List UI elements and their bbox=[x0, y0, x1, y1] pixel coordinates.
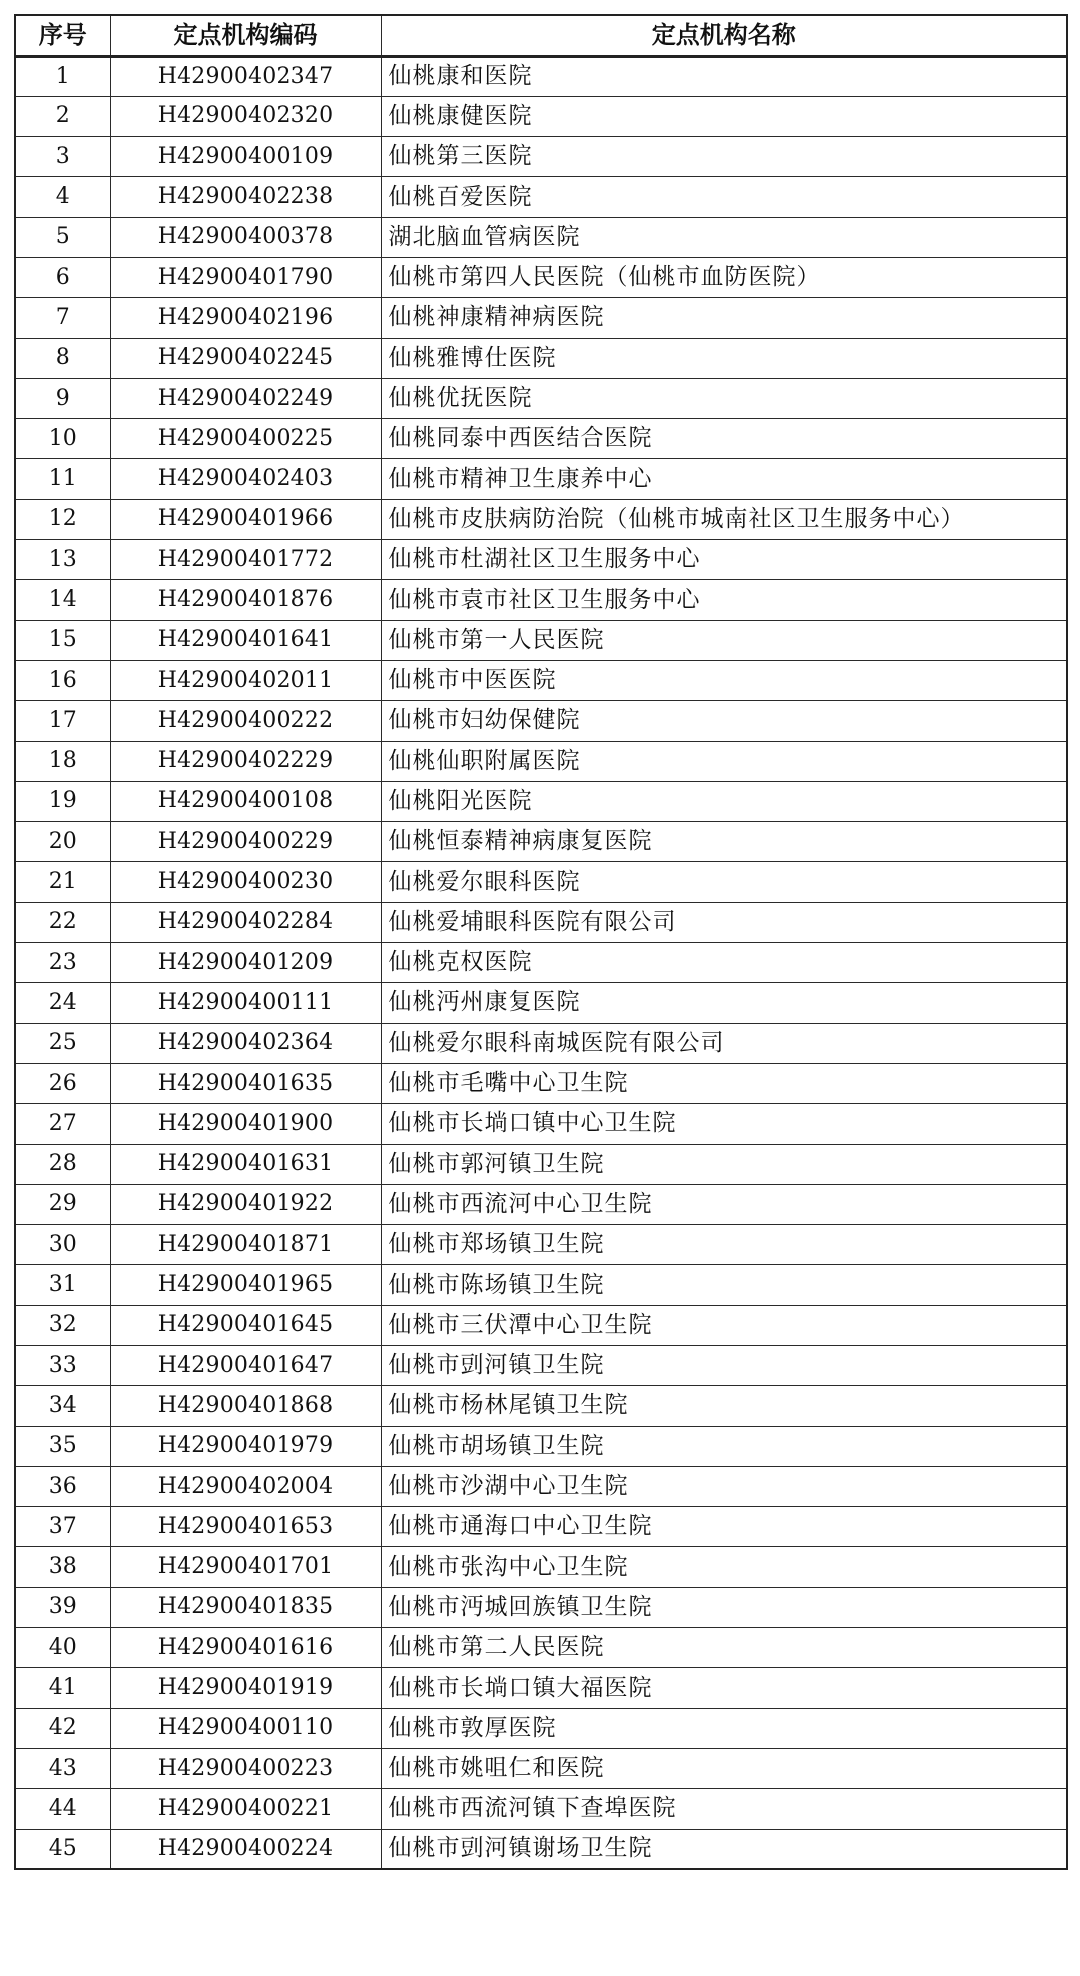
row-name-cell: 仙桃市剅河镇卫生院 bbox=[381, 1346, 1067, 1386]
row-name-cell: 仙桃爱尔眼科医院 bbox=[381, 862, 1067, 902]
row-seq-cell: 3 bbox=[15, 137, 110, 177]
row-name-cell: 仙桃市姚咀仁和医院 bbox=[381, 1748, 1067, 1788]
row-seq-cell: 39 bbox=[15, 1587, 110, 1627]
row-name-cell: 仙桃市西流河镇下查埠医院 bbox=[381, 1789, 1067, 1829]
row-name-cell: 仙桃第三医院 bbox=[381, 137, 1067, 177]
table-row bbox=[15, 1184, 1067, 1224]
row-name-cell: 仙桃市西流河中心卫生院 bbox=[381, 1184, 1067, 1224]
row-seq-cell: 35 bbox=[15, 1426, 110, 1466]
table-row bbox=[15, 1587, 1067, 1627]
row-seq-cell: 15 bbox=[15, 620, 110, 660]
row-code-cell: H42900401835 bbox=[110, 1587, 381, 1627]
row-seq-cell: 10 bbox=[15, 419, 110, 459]
row-seq-cell: 30 bbox=[15, 1225, 110, 1265]
table-row bbox=[15, 257, 1067, 297]
table-row bbox=[15, 580, 1067, 620]
row-name-cell: 仙桃仙职附属医院 bbox=[381, 741, 1067, 781]
row-seq-cell: 12 bbox=[15, 499, 110, 539]
row-code-cell: H42900401979 bbox=[110, 1426, 381, 1466]
table-row bbox=[15, 459, 1067, 499]
row-name-cell: 仙桃爱埔眼科医院有限公司 bbox=[381, 902, 1067, 942]
row-code-cell: H42900400222 bbox=[110, 701, 381, 741]
row-seq-cell: 5 bbox=[15, 217, 110, 257]
row-name-cell: 仙桃市皮肤病防治院（仙桃市城南社区卫生服务中心） bbox=[381, 499, 1067, 539]
table-row bbox=[15, 1023, 1067, 1063]
table-row bbox=[15, 1225, 1067, 1265]
row-code-cell: H42900402229 bbox=[110, 741, 381, 781]
table-row bbox=[15, 1748, 1067, 1788]
table-row bbox=[15, 902, 1067, 942]
table-row bbox=[15, 983, 1067, 1023]
row-name-cell: 仙桃市第四人民医院（仙桃市血防医院） bbox=[381, 257, 1067, 297]
table-row bbox=[15, 1063, 1067, 1103]
table-row bbox=[15, 1789, 1067, 1829]
row-code-cell: H42900401922 bbox=[110, 1184, 381, 1224]
table-row bbox=[15, 1305, 1067, 1345]
row-seq-cell: 8 bbox=[15, 338, 110, 378]
row-code-cell: H42900401965 bbox=[110, 1265, 381, 1305]
row-code-cell: H42900402238 bbox=[110, 177, 381, 217]
table-row bbox=[15, 1104, 1067, 1144]
row-code-cell: H42900400111 bbox=[110, 983, 381, 1023]
table-row bbox=[15, 1507, 1067, 1547]
table-row bbox=[15, 862, 1067, 902]
row-seq-cell: 45 bbox=[15, 1829, 110, 1869]
table-row bbox=[15, 701, 1067, 741]
row-name-cell: 仙桃市中医医院 bbox=[381, 660, 1067, 700]
row-code-cell: H42900402284 bbox=[110, 902, 381, 942]
table-row bbox=[15, 56, 1067, 96]
row-code-cell: H42900402245 bbox=[110, 338, 381, 378]
table-row bbox=[15, 822, 1067, 862]
row-code-cell: H42900401209 bbox=[110, 943, 381, 983]
row-name-cell: 仙桃市陈场镇卫生院 bbox=[381, 1265, 1067, 1305]
row-code-cell: H42900401868 bbox=[110, 1386, 381, 1426]
row-code-cell: H42900400225 bbox=[110, 419, 381, 459]
table-row bbox=[15, 1386, 1067, 1426]
row-name-cell: 仙桃康和医院 bbox=[381, 56, 1067, 96]
table-row bbox=[15, 419, 1067, 459]
row-name-cell: 仙桃市杜湖社区卫生服务中心 bbox=[381, 540, 1067, 580]
row-code-cell: H42900401647 bbox=[110, 1346, 381, 1386]
table-row bbox=[15, 1426, 1067, 1466]
row-name-cell: 仙桃克权医院 bbox=[381, 943, 1067, 983]
row-name-cell: 仙桃沔州康复医院 bbox=[381, 983, 1067, 1023]
row-code-cell: H42900401871 bbox=[110, 1225, 381, 1265]
header-code: 定点机构编码 bbox=[110, 15, 381, 56]
table-row bbox=[15, 1547, 1067, 1587]
row-name-cell: 湖北脑血管病医院 bbox=[381, 217, 1067, 257]
row-name-cell: 仙桃市精神卫生康养中心 bbox=[381, 459, 1067, 499]
row-code-cell: H42900401645 bbox=[110, 1305, 381, 1345]
row-name-cell: 仙桃市妇幼保健院 bbox=[381, 701, 1067, 741]
row-name-cell: 仙桃市敦厚医院 bbox=[381, 1708, 1067, 1748]
row-seq-cell: 22 bbox=[15, 902, 110, 942]
table-body bbox=[15, 56, 1067, 1869]
table-row bbox=[15, 1466, 1067, 1506]
row-seq-cell: 24 bbox=[15, 983, 110, 1023]
row-name-cell: 仙桃雅博仕医院 bbox=[381, 338, 1067, 378]
row-seq-cell: 42 bbox=[15, 1708, 110, 1748]
row-seq-cell: 1 bbox=[15, 56, 110, 96]
row-seq-cell: 7 bbox=[15, 298, 110, 338]
row-code-cell: H42900402249 bbox=[110, 378, 381, 418]
table-row bbox=[15, 943, 1067, 983]
row-code-cell: H42900400109 bbox=[110, 137, 381, 177]
row-name-cell: 仙桃市杨林尾镇卫生院 bbox=[381, 1386, 1067, 1426]
row-name-cell: 仙桃市毛嘴中心卫生院 bbox=[381, 1063, 1067, 1103]
table-row bbox=[15, 1829, 1067, 1869]
table-row bbox=[15, 1346, 1067, 1386]
row-seq-cell: 13 bbox=[15, 540, 110, 580]
table-row bbox=[15, 338, 1067, 378]
row-code-cell: H42900400378 bbox=[110, 217, 381, 257]
row-code-cell: H42900402347 bbox=[110, 56, 381, 96]
row-name-cell: 仙桃百爱医院 bbox=[381, 177, 1067, 217]
header-row bbox=[15, 15, 1067, 56]
institution-table bbox=[14, 14, 1068, 1870]
row-code-cell: H42900402011 bbox=[110, 660, 381, 700]
row-seq-cell: 18 bbox=[15, 741, 110, 781]
header-seq: 序号 bbox=[15, 15, 110, 56]
table-row bbox=[15, 1144, 1067, 1184]
row-seq-cell: 38 bbox=[15, 1547, 110, 1587]
row-seq-cell: 28 bbox=[15, 1144, 110, 1184]
row-name-cell: 仙桃市长埫口镇中心卫生院 bbox=[381, 1104, 1067, 1144]
row-name-cell: 仙桃市剅河镇谢场卫生院 bbox=[381, 1829, 1067, 1869]
table-row bbox=[15, 620, 1067, 660]
row-code-cell: H42900401641 bbox=[110, 620, 381, 660]
row-code-cell: H42900401772 bbox=[110, 540, 381, 580]
row-code-cell: H42900402320 bbox=[110, 96, 381, 136]
row-seq-cell: 16 bbox=[15, 660, 110, 700]
table-row bbox=[15, 1668, 1067, 1708]
row-seq-cell: 31 bbox=[15, 1265, 110, 1305]
row-code-cell: H42900400221 bbox=[110, 1789, 381, 1829]
row-seq-cell: 21 bbox=[15, 862, 110, 902]
row-code-cell: H42900402004 bbox=[110, 1466, 381, 1506]
row-code-cell: H42900401919 bbox=[110, 1668, 381, 1708]
row-name-cell: 仙桃爱尔眼科南城医院有限公司 bbox=[381, 1023, 1067, 1063]
table-row bbox=[15, 137, 1067, 177]
table-row bbox=[15, 1265, 1067, 1305]
row-name-cell: 仙桃市沔城回族镇卫生院 bbox=[381, 1587, 1067, 1627]
row-seq-cell: 29 bbox=[15, 1184, 110, 1224]
table-row bbox=[15, 177, 1067, 217]
row-seq-cell: 36 bbox=[15, 1466, 110, 1506]
table-row bbox=[15, 378, 1067, 418]
table-row bbox=[15, 96, 1067, 136]
row-name-cell: 仙桃恒泰精神病康复医院 bbox=[381, 822, 1067, 862]
row-name-cell: 仙桃市通海口中心卫生院 bbox=[381, 1507, 1067, 1547]
row-name-cell: 仙桃市长埫口镇大福医院 bbox=[381, 1668, 1067, 1708]
row-seq-cell: 34 bbox=[15, 1386, 110, 1426]
table-row bbox=[15, 741, 1067, 781]
row-seq-cell: 23 bbox=[15, 943, 110, 983]
row-seq-cell: 2 bbox=[15, 96, 110, 136]
row-name-cell: 仙桃优抚医院 bbox=[381, 378, 1067, 418]
row-code-cell: H42900401790 bbox=[110, 257, 381, 297]
table-row bbox=[15, 1708, 1067, 1748]
row-seq-cell: 20 bbox=[15, 822, 110, 862]
row-name-cell: 仙桃市郭河镇卫生院 bbox=[381, 1144, 1067, 1184]
row-code-cell: H42900401701 bbox=[110, 1547, 381, 1587]
row-code-cell: H42900400110 bbox=[110, 1708, 381, 1748]
row-seq-cell: 40 bbox=[15, 1628, 110, 1668]
row-code-cell: H42900401876 bbox=[110, 580, 381, 620]
row-seq-cell: 4 bbox=[15, 177, 110, 217]
row-seq-cell: 41 bbox=[15, 1668, 110, 1708]
table-row bbox=[15, 298, 1067, 338]
row-code-cell: H42900402403 bbox=[110, 459, 381, 499]
row-code-cell: H42900400229 bbox=[110, 822, 381, 862]
table-row bbox=[15, 1628, 1067, 1668]
row-code-cell: H42900401653 bbox=[110, 1507, 381, 1547]
table-row bbox=[15, 499, 1067, 539]
row-name-cell: 仙桃市胡场镇卫生院 bbox=[381, 1426, 1067, 1466]
row-seq-cell: 37 bbox=[15, 1507, 110, 1547]
row-name-cell: 仙桃神康精神病医院 bbox=[381, 298, 1067, 338]
row-code-cell: H42900400230 bbox=[110, 862, 381, 902]
row-code-cell: H42900402364 bbox=[110, 1023, 381, 1063]
row-code-cell: H42900400224 bbox=[110, 1829, 381, 1869]
row-name-cell: 仙桃市第二人民医院 bbox=[381, 1628, 1067, 1668]
row-name-cell: 仙桃同泰中西医结合医院 bbox=[381, 419, 1067, 459]
row-seq-cell: 9 bbox=[15, 378, 110, 418]
row-code-cell: H42900400223 bbox=[110, 1748, 381, 1788]
row-seq-cell: 27 bbox=[15, 1104, 110, 1144]
row-name-cell: 仙桃市郑场镇卫生院 bbox=[381, 1225, 1067, 1265]
row-code-cell: H42900401900 bbox=[110, 1104, 381, 1144]
row-name-cell: 仙桃康健医院 bbox=[381, 96, 1067, 136]
table-row bbox=[15, 660, 1067, 700]
row-seq-cell: 43 bbox=[15, 1748, 110, 1788]
row-code-cell: H42900401635 bbox=[110, 1063, 381, 1103]
row-code-cell: H42900401631 bbox=[110, 1144, 381, 1184]
row-seq-cell: 17 bbox=[15, 701, 110, 741]
row-seq-cell: 33 bbox=[15, 1346, 110, 1386]
row-seq-cell: 14 bbox=[15, 580, 110, 620]
row-seq-cell: 6 bbox=[15, 257, 110, 297]
row-code-cell: H42900402196 bbox=[110, 298, 381, 338]
row-name-cell: 仙桃市张沟中心卫生院 bbox=[381, 1547, 1067, 1587]
table-row bbox=[15, 540, 1067, 580]
row-name-cell: 仙桃市三伏潭中心卫生院 bbox=[381, 1305, 1067, 1345]
row-seq-cell: 19 bbox=[15, 781, 110, 821]
table-row bbox=[15, 217, 1067, 257]
row-seq-cell: 25 bbox=[15, 1023, 110, 1063]
row-code-cell: H42900400108 bbox=[110, 781, 381, 821]
table-header bbox=[15, 15, 1067, 56]
header-name: 定点机构名称 bbox=[381, 15, 1067, 56]
row-code-cell: H42900401966 bbox=[110, 499, 381, 539]
row-seq-cell: 26 bbox=[15, 1063, 110, 1103]
row-seq-cell: 11 bbox=[15, 459, 110, 499]
table-row bbox=[15, 781, 1067, 821]
row-name-cell: 仙桃阳光医院 bbox=[381, 781, 1067, 821]
row-name-cell: 仙桃市沙湖中心卫生院 bbox=[381, 1466, 1067, 1506]
row-code-cell: H42900401616 bbox=[110, 1628, 381, 1668]
row-seq-cell: 44 bbox=[15, 1789, 110, 1829]
row-seq-cell: 32 bbox=[15, 1305, 110, 1345]
row-name-cell: 仙桃市袁市社区卫生服务中心 bbox=[381, 580, 1067, 620]
row-name-cell: 仙桃市第一人民医院 bbox=[381, 620, 1067, 660]
